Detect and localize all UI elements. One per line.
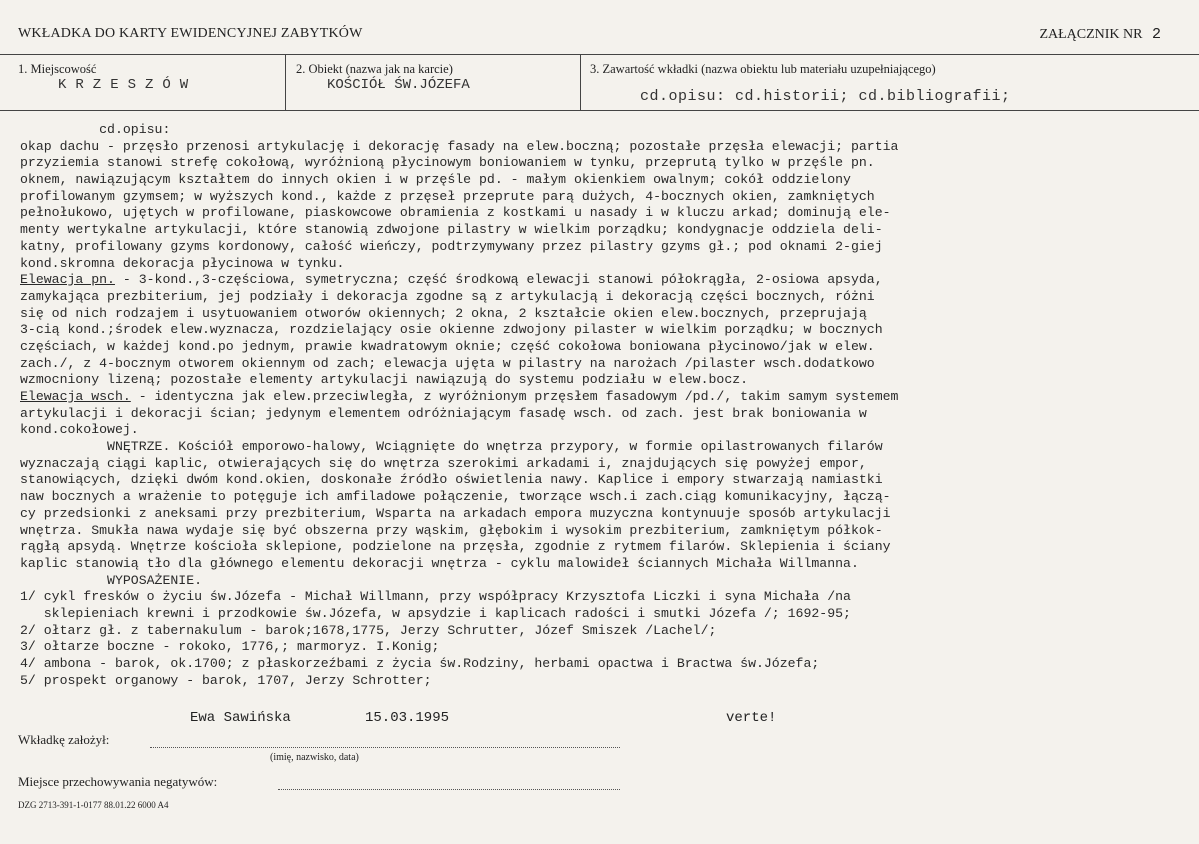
description-line: przyziemia stanowi strefę cokołową, wyróżnioną płycinowym boniowaniem w tynku, przeprutą tylko w przęśle pn. (20, 155, 875, 171)
card-title: WKŁADKA DO KARTY EWIDENCYJNEJ ZABYTKÓW (18, 26, 363, 41)
print-code: DZG 2713-391-1-0177 88.01.22 6000 A4 (18, 800, 169, 810)
field-locality-label: 1. Miejscowość (18, 62, 97, 76)
description-line: wyznaczają ciągi kaplic, otwierających się do wnętrza szerokimi arkadami i, znajdujących się powyżej empor, (20, 455, 867, 471)
description-line: kaplic stanowią tło dla głównego elementu dekoracji wnętrza - cyklu malowideł ściannych Michała Willmanna. (20, 555, 859, 571)
created-by-line (150, 746, 620, 748)
description-line: sklepieniach krewni i przodkowie św.Józefa, w apsydzie i kaplicach radości i smutki Józefa /; 1692-95; (20, 605, 851, 621)
signature-name: Ewa Sawińska (190, 710, 291, 726)
description-line: Elewacja wsch. - identyczna jak elew.przeciwległa, z wyróżnionym przęsłem fasadowym /pd./, takim samym systemem (20, 389, 899, 404)
description-line: cy przedsionki z aneksami przy prezbiterium, Wsparta na arkadach empora muzyczna kontynuuje sposób artykulacji (20, 505, 891, 521)
attachment-number (1039, 26, 1161, 43)
description-line: WNĘTRZE. Kościół emporowo-halowy, Wciągnięte do wnętrza przypory, w formie opilastrowanych filarów (20, 439, 883, 455)
description-line: się od nich rodzajem i usytuowaniem otworów okiennych; 2 okna, 2 kształcie okien elew.bocznych, przeprujają (20, 305, 867, 321)
description-line: 5/ prospekt organowy - barok, 1707, Jerzy Schrotter; (20, 672, 432, 688)
description-line: artykulacji i dekoracji ścian; jedynym elementem odróżniającym fasadę wsch. od zach. jest brak boniowania w (20, 405, 867, 421)
description-line: kond.skromna dekoracja płycinowa w tynku. (20, 255, 345, 271)
negatives-line (278, 788, 620, 790)
description-line: 2/ ołtarz gł. z tabernakulum - barok;1678,1775, Jerzy Schrutter, Józef Smiszek /Lachel/; (20, 622, 717, 638)
attachment-value: 2 (1151, 26, 1161, 43)
description-line: wnętrza. Smukła nawa wydaje się być obszerna przy wąskim, głębokim i wysokim prezbiterium, zamkniętym półkok- (20, 522, 883, 538)
field-contents-label: 3. Zawartość wkładki (nazwa obiektu lub materiału uzupełniającego) (590, 62, 936, 76)
negatives-label: Miejsce przechowywania negatywów: (18, 774, 218, 789)
field-contents-value: cd.opisu: cd.historii; cd.bibliografii; (640, 88, 1011, 105)
description-line: wzmocniony lizeną; pozostałe elementy artykulacji nawiązują do systemu podziału w elew.bocz. (20, 372, 749, 388)
attachment-label: ZAŁĄCZNIK NR (1039, 27, 1143, 42)
section-heading: Elewacja wsch. (20, 389, 131, 404)
description-line: 3/ ołtarze boczne - rokoko, 1776,; marmoryz. I.Konig; (20, 639, 440, 655)
description-line: katny, profilowany gzyms kordonowy, całość wieńczy, podtrzymywany przez pilastry gzyms gł.; pod oknami 2-giej (20, 238, 883, 254)
created-by-label: Wkładkę założył: (18, 732, 110, 747)
signature-date: 15.03.1995 (365, 710, 450, 726)
description-line: kond.cokołowej. (20, 422, 139, 438)
description-line: naw bocznych a wrażenie to potęguje ich amfiladowe połączenie, tworzące wsch.i zach.ciąg komunikacyjny, łączą- (20, 489, 891, 505)
description-text (20, 122, 1190, 689)
description-line: stanowiących, dzięki dwóm kond.okien, doskonałe źródło oświetlenia nawy. Kaplice i empory stwarzają namiastki (20, 472, 883, 488)
description-line: pełnołukowo, ujętych w profilowane, piaskowcowe obramienia z kostkami u nasady i w kluczu arkad; dominują ele- (20, 205, 891, 221)
description-line: okap dachu - przęsło przenosi artykulację i dekorację fasady na elew.boczną; pozostałe przęsła elewacji; partia (20, 138, 899, 154)
field-divider-1 (285, 54, 286, 110)
description-line: Elewacja pn. - 3-kond.,3-częściowa, symetryczna; część środkową elewacji stanowi półokrągła, 2-osiowa apsyda, (20, 272, 883, 288)
description-line: 3-cią kond.;środek elew.wyznacza, rozdzielający osie okienne zdwojony pilaster w wielkim porządku; w bocznych (20, 322, 883, 338)
field-object-label: 2. Obiekt (nazwa jak na karcie) (296, 62, 453, 76)
field-locality-value: KRZESZÓW (58, 77, 198, 93)
fields-rule (0, 110, 1199, 111)
description-line: cd.opisu: (20, 122, 171, 137)
header-rule (0, 54, 1199, 55)
description-line: częściach, w każdej kond.po jednym, prawie kwadratowym oknie; część cokołowa boniowana płycinowo/jak w elew. (20, 338, 875, 354)
description-line: profilowanym gzymsem; w wyższych kond., każde z przęseł przeprute parą dużych, 4-bocznych okien, zamkniętych (20, 188, 875, 204)
verte-note: verte! (726, 710, 777, 726)
field-object-value: KOŚCIÓŁ ŚW.JÓZEFA (327, 77, 470, 93)
description-line: zach./, z 4-bocznym otworem okiennym od zach; elewacja ujęta w pilastry na narożach /pilaster wsch.dodatkowo (20, 355, 875, 371)
field-divider-2 (580, 54, 581, 110)
description-line: oknem, nawiązującym kształtem do innych okien i w przęśle pd. - małym okienkiem owalnym; cokół oddzielony (20, 172, 851, 188)
description-line: 1/ cykl fresków o życiu św.Józefa - Michał Willmann, przy współpracy Krzysztofa Liczki i syna Michała /na (20, 589, 851, 605)
section-heading: Elewacja pn. (20, 272, 115, 288)
description-line: menty wertykalne artykulacji, które stanowią zdwojone pilastry w wielkim porządku; kondygnacje oddziela deli- (20, 222, 883, 238)
description-line: WYPOSAŻENIE. (20, 572, 203, 588)
description-line: 4/ ambona - barok, ok.1700; z płaskorzeźbami z życia św.Rodziny, herbami opactwa i Bractwa św.Józefa; (20, 656, 820, 671)
description-line: zamykająca prezbiterium, jej podziały i dekoracja zgodne są z artykulacją i dekoracją części bocznych, różni (20, 288, 875, 304)
description-line: rągłą apsydą. Wnętrze kościoła sklepione, podzielone na przęsła, zgodnie z rytmem filarów. Sklepienia i ściany (20, 539, 891, 555)
created-by-hint: (imię, nazwisko, data) (270, 752, 359, 763)
